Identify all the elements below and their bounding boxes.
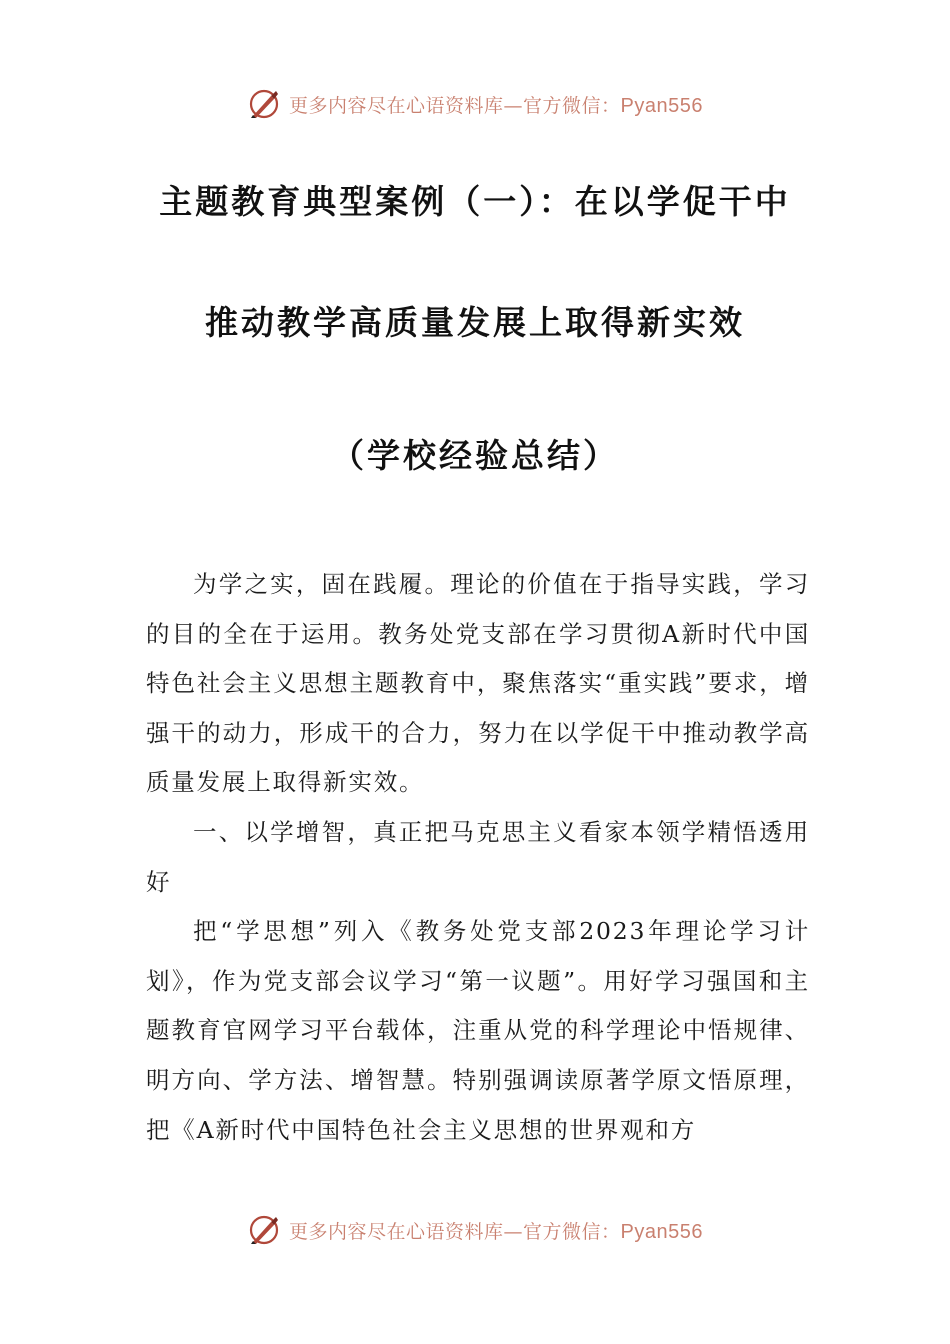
section-heading-1: 一、以学增智，真正把马克思主义看家本领学精悟透用好 (146, 817, 810, 896)
watermark-text: 更多内容尽在心语资料库—官方微信：Pyan556 (289, 1220, 703, 1243)
paragraph-section-1: 把“学思想”列入《教务处党支部2023年理论学习计划》，作为党支部会议学习“第一议题”。用好学习强国和主题教育官网学习平台载体，注重从党的科学理论中悟规律、明方向、学方法、增智慧。特别强调读原著学原文悟原理，把《A新时代中国特色社会主义思想的世界观和方 (146, 917, 810, 1144)
document-body (146, 560, 810, 1155)
watermark-text: 更多内容尽在心语资料库—官方微信：Pyan556 (289, 94, 703, 117)
title-subtitle: （学校经验总结） (331, 436, 619, 475)
footer-watermark (0, 1210, 950, 1250)
title-line-2: 推动教学高质量发展上取得新实效 (205, 303, 745, 342)
title-line-1: 主题教育典型案例（一）：在以学促干中 (159, 182, 791, 221)
paragraph-intro: 为学之实，固在践履。理论的价值在于指导实践，学习的目的全在于运用。教务处党支部在学习贯彻A新时代中国特色社会主义思想主题教育中，聚焦落实“重实践”要求，增强干的动力，形成干的合力，努力在以学促干中推动教学高质量发展上取得新实效。 (146, 570, 810, 797)
header-watermark (0, 84, 950, 124)
pen-logo-icon (247, 1213, 281, 1247)
pen-logo-icon (247, 87, 281, 121)
